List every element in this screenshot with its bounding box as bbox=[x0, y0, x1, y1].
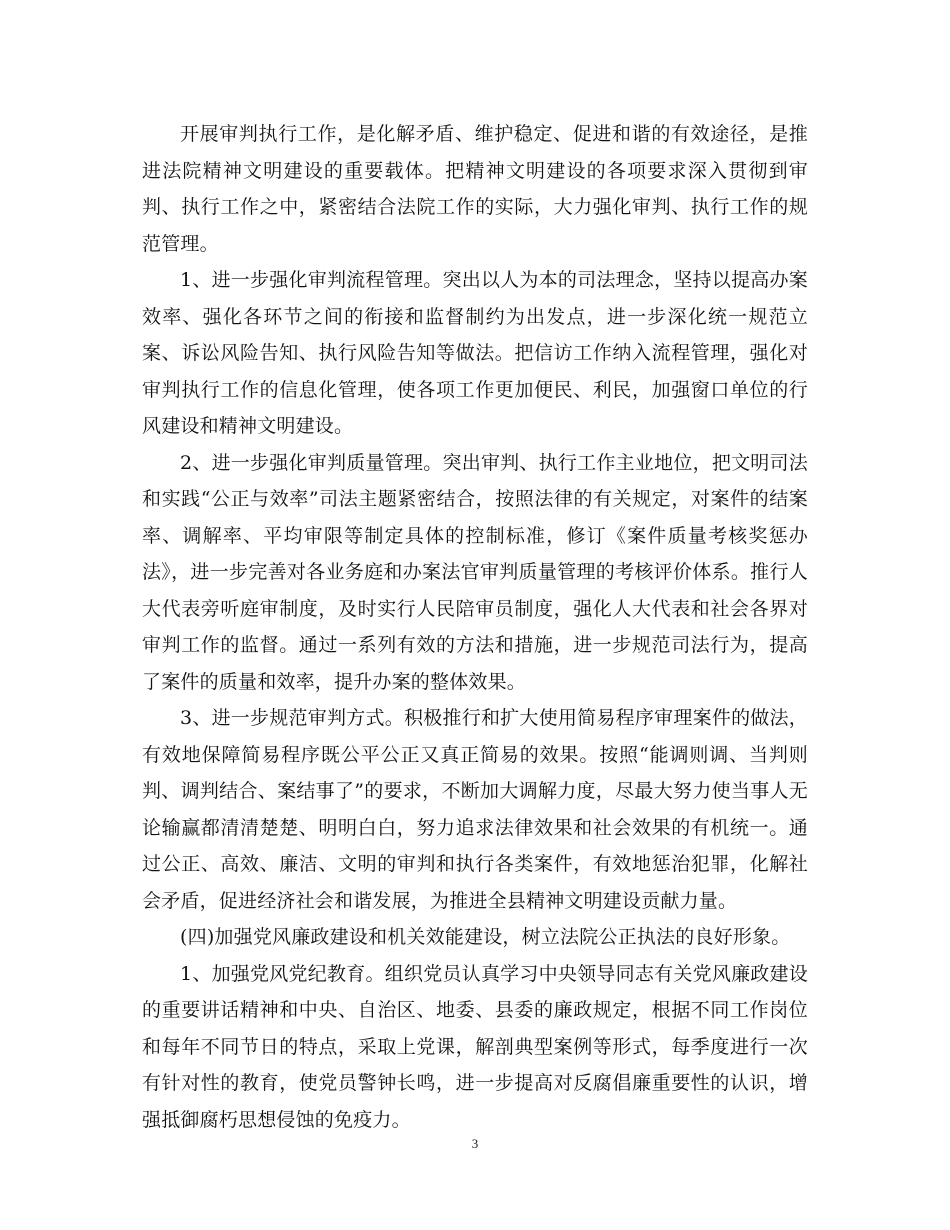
paragraph-quality-management: 2、进一步强化审判质量管理。突出审判、执行工作主业地位，把文明司法和实践“公正与效率”司法主题紧密结合，按照法律的有关规定，对案件的结案率、调解率、平均审限等制定具体的控制标准，修订《案件质量考核奖惩办法》，进一步完善对各业务庭和办案法官审判质量管理的考核评价体系。推行人大代表旁听庭审制度，及时实行人民陪审员制度，强化人大代表和社会各界对审判工作的监督。通过一系列有效的方法和措施，进一步规范司法行为，提高了案件的质量和效率，提升办案的整体效果。 bbox=[142, 451, 808, 693]
paragraph-intro: 开展审判执行工作，是化解矛盾、维护稳定、促进和谐的有效途径，是推进法院精神文明建设的重要载体。把精神文明建设的各项要求深入贯彻到审判、执行工作之中，紧密结合法院工作的实际，大力强化审判、执行工作的规范管理。 bbox=[142, 123, 808, 255]
paragraph-trial-methods: 3、进一步规范审判方式。积极推行和扩大使用简易程序审理案件的做法，有效地保障简易程序既公平公正又真正简易的效果。按照“能调则调、当判则判、调判结合、案结事了”的要求，不断加大调解力度，尽最大努力使当事人无论输赢都清清楚楚、明明白白，努力追求法律效果和社会效果的有机统一。通过公正、高效、廉洁、文明的审判和执行各类案件，有效地惩治犯罪，化解社会矛盾，促进经济社会和谐发展，为推进全县精神文明建设贡献力量。 bbox=[142, 707, 808, 912]
page-number: 3 bbox=[471, 1136, 479, 1151]
section-heading-four: (四)加强党风廉政建设和机关效能建设，树立法院公正执法的良好形象。 bbox=[180, 926, 791, 948]
paragraph-party-education: 1、加强党风党纪教育。组织党员认真学习中央领导同志有关党风廉政建设的重要讲话精神和中央、自治区、地委、县委的廉政规定，根据不同工作岗位和每年不同节日的特点，采取上党课，解剖典型案例等形式，每季度进行一次有针对性的教育，使党员警钟长鸣，进一步提高对反腐倡廉重要性的认识，增强抵御腐朽思想侵蚀的免疫力。 bbox=[142, 962, 808, 1131]
paragraph-process-management: 1、进一步强化审判流程管理。突出以人为本的司法理念，坚持以提高办案效率、强化各环节之间的衔接和监督制约为出发点，进一步深化统一规范立案、诉讼风险告知、执行风险告知等做法。把信访工作纳入流程管理，强化对审判执行工作的信息化管理，使各项工作更加便民、利民，加强窗口单位的行风建设和精神文明建设。 bbox=[142, 269, 808, 437]
document-body bbox=[142, 116, 808, 1138]
